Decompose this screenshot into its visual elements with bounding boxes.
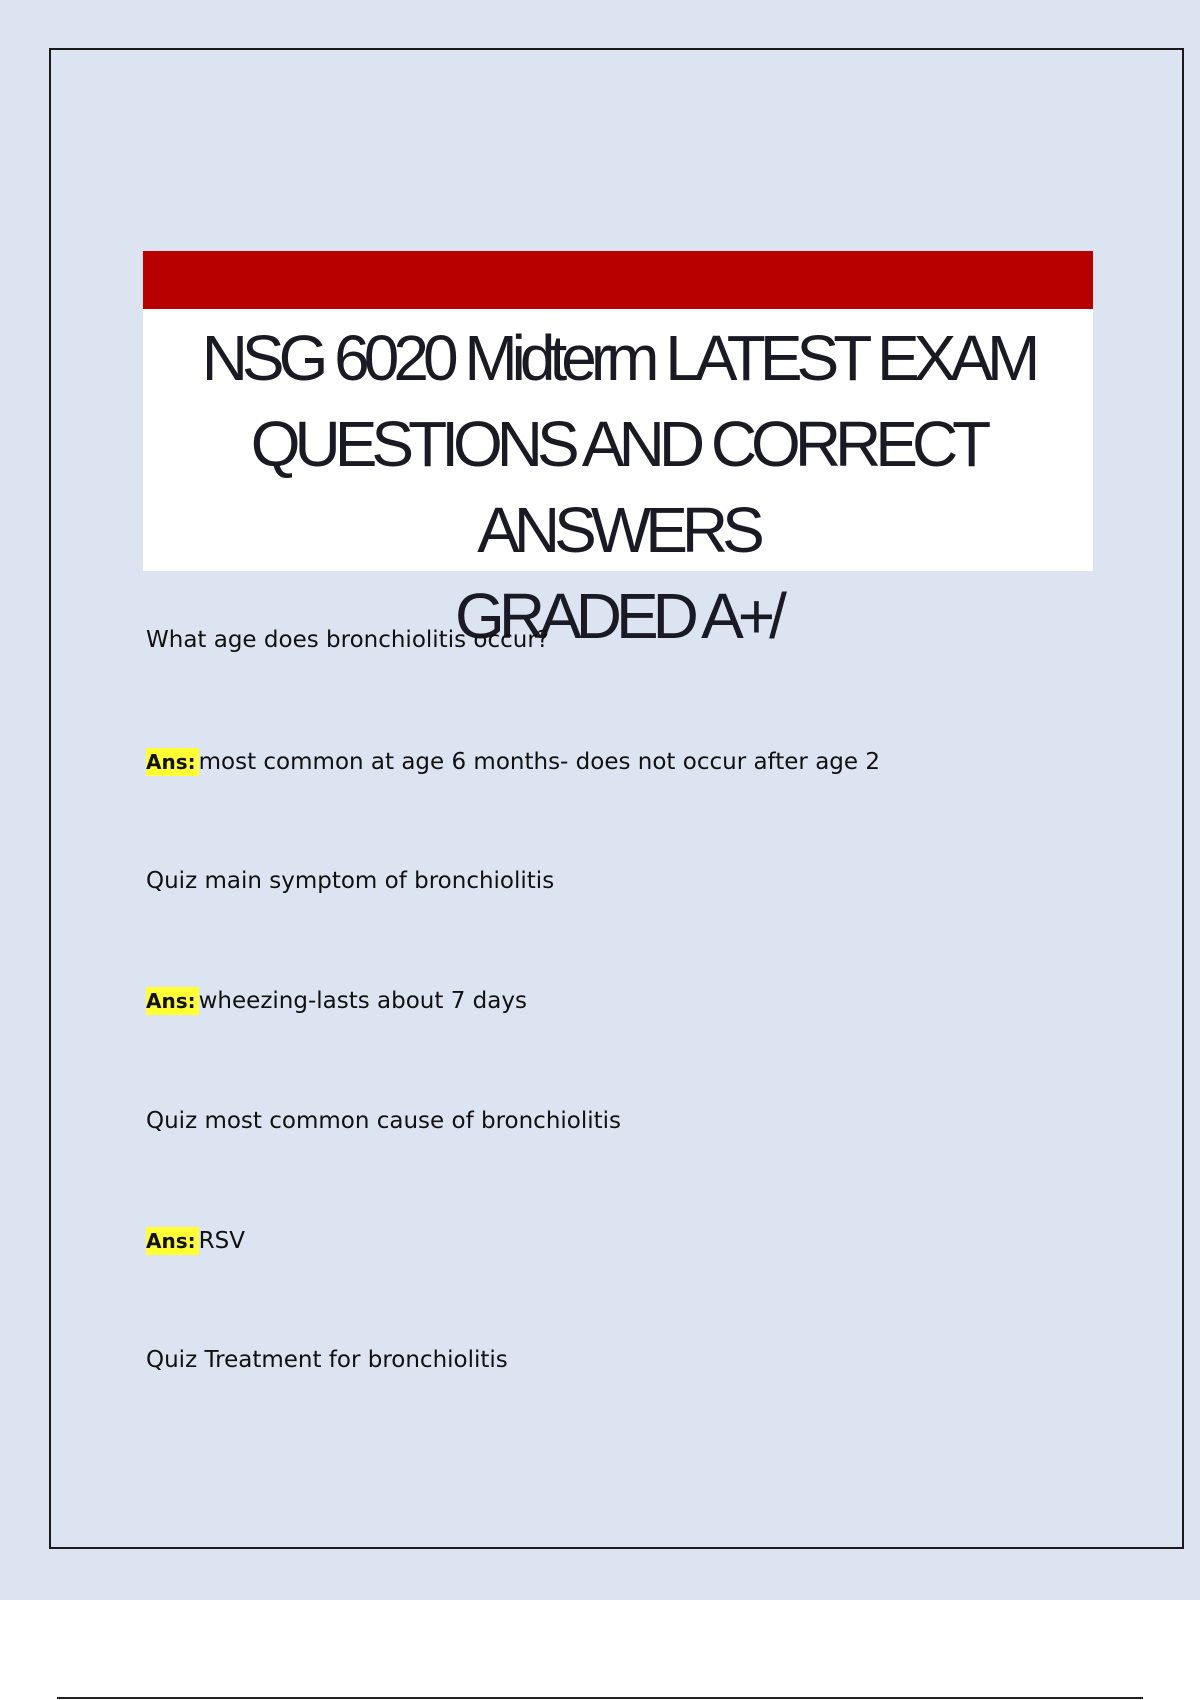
question-4 bbox=[146, 1347, 508, 1373]
question-3 bbox=[146, 1108, 621, 1134]
answer-text: wheezing-lasts about 7 days bbox=[198, 988, 527, 1014]
question-text: Quiz main symptom of bronchiolitis bbox=[146, 868, 555, 894]
question-1 bbox=[146, 627, 549, 653]
answer-label: Ans: bbox=[146, 1227, 199, 1255]
answer-1 bbox=[146, 749, 880, 775]
title-line-3: GRADED A+/ bbox=[455, 580, 781, 652]
answer-text: most common at age 6 months- does not occur after age 2 bbox=[198, 749, 880, 775]
question-2 bbox=[146, 868, 554, 894]
document-title bbox=[143, 315, 1093, 659]
question-text: What age does bronchiolitis occur? bbox=[146, 627, 549, 653]
answer-3 bbox=[146, 1228, 245, 1254]
title-line-2: QUESTIONS AND CORRECT ANSWERS bbox=[250, 408, 986, 566]
answer-2 bbox=[146, 988, 527, 1014]
answer-text: RSV bbox=[198, 1228, 245, 1254]
answer-label: Ans: bbox=[146, 987, 199, 1015]
title-accent-bar bbox=[143, 251, 1093, 309]
answer-label: Ans: bbox=[146, 748, 199, 776]
question-text: Quiz Treatment for bronchiolitis bbox=[146, 1347, 508, 1373]
question-text: Quiz most common cause of bronchiolitis bbox=[146, 1108, 622, 1134]
bottom-divider bbox=[57, 1697, 1143, 1699]
title-line-1: NSG 6020 Midterm LATEST EXAM bbox=[201, 322, 1035, 394]
